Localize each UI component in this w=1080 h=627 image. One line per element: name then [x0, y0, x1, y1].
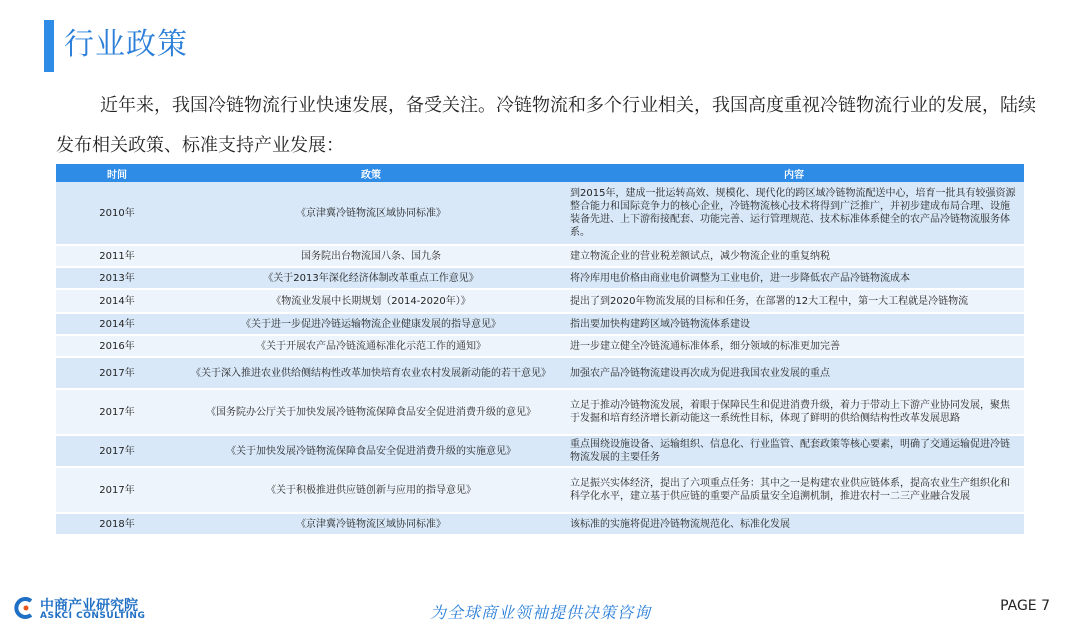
cell-time: 2017年: [56, 436, 178, 468]
cell-policy: 《京津冀冷链物流区域协同标准》: [178, 514, 564, 536]
cell-content: 加强农产品冷链物流建设再次成为促进我国农业发展的重点: [564, 358, 1024, 390]
cell-content: 提出了到2020年物流发展的目标和任务，在部署的12大工程中，第一大工程就是冷链物流: [564, 290, 1024, 314]
table-row: [56, 268, 1024, 290]
cell-policy: 《京津冀冷链物流区域协同标准》: [178, 182, 564, 246]
table-row: [56, 390, 1024, 436]
table-row: [56, 182, 1024, 246]
table-row: [56, 514, 1024, 536]
cell-content: 指出要加快构建跨区域冷链物流体系建设: [564, 314, 1024, 336]
cell-policy: 国务院出台物流国八条、国九条: [178, 246, 564, 268]
column-header-time: 时间: [56, 164, 178, 182]
cell-time: 2017年: [56, 390, 178, 436]
table-row: [56, 436, 1024, 468]
cell-policy: 《关于深入推进农业供给侧结构性改革加快培育农业农村发展新动能的若干意见》: [178, 358, 564, 390]
cell-time: 2016年: [56, 336, 178, 358]
table-row: [56, 336, 1024, 358]
cell-policy: 《国务院办公厅关于加快发展冷链物流保障食品安全促进消费升级的意见》: [178, 390, 564, 436]
cell-time: 2011年: [56, 246, 178, 268]
askci-logo-icon: [14, 597, 36, 619]
cell-policy: 《关于进一步促进冷链运输物流企业健康发展的指导意见》: [178, 314, 564, 336]
title-accent-bar: [44, 20, 54, 72]
cell-content: 立足振兴实体经济，提出了六项重点任务：其中之一是构建农业供应链体系，提高农业生产组织化和科学化水平，建立基于供应链的重要产品质量安全追溯机制，推进农村一二三产业融合发展: [564, 468, 1024, 514]
cell-time: 2010年: [56, 182, 178, 246]
cell-content: 重点围绕设施设备、运输组织、信息化、行业监管、配套政策等核心要素，明确了交通运输促进冷链物流发展的主要任务: [564, 436, 1024, 468]
table-row: [56, 246, 1024, 268]
cell-content: 进一步建立健全冷链流通标准体系，细分领域的标准更加完善: [564, 336, 1024, 358]
cell-time: 2014年: [56, 290, 178, 314]
column-header-content: 内容: [564, 164, 1024, 182]
cell-time: 2017年: [56, 468, 178, 514]
cell-policy: 《关于开展农产品冷链流通标准化示范工作的通知》: [178, 336, 564, 358]
cell-content: 将冷库用电价格由商业电价调整为工业电价，进一步降低农产品冷链物流成本: [564, 268, 1024, 290]
askci-logo: [14, 595, 174, 623]
cell-time: 2018年: [56, 514, 178, 536]
table-row: [56, 290, 1024, 314]
cell-content: 建立物流企业的营业税差额试点，减少物流企业的重复纳税: [564, 246, 1024, 268]
cell-content: 该标准的实施将促进冷链物流规范化、标准化发展: [564, 514, 1024, 536]
table-header-row: [56, 164, 1024, 182]
footer-slogan: 为全球商业领袖提供决策咨询: [430, 603, 652, 622]
cell-time: 2013年: [56, 268, 178, 290]
cell-time: 2014年: [56, 314, 178, 336]
table-row: [56, 314, 1024, 336]
cell-policy: 《物流业发展中长期规划（2014-2020年）》: [178, 290, 564, 314]
cell-policy: 《关于加快发展冷链物流保障食品安全促进消费升级的实施意见》: [178, 436, 564, 468]
intro-paragraph: 近年来，我国冷链物流行业快速发展，备受关注。冷链物流和多个行业相关，我国高度重视冷链物流行业的发展，陆续发布相关政策、标准支持产业发展：: [56, 95, 1036, 156]
cell-policy: 《关于2013年深化经济体制改革重点工作意见》: [178, 268, 564, 290]
logo-english-name: ASKCI CONSULTING: [40, 611, 146, 621]
column-header-policy: 政策: [178, 164, 564, 182]
cell-policy: 《关于积极推进供应链创新与应用的指导意见》: [178, 468, 564, 514]
page-title: 行业政策: [64, 27, 188, 62]
table-row: [56, 358, 1024, 390]
table-row: [56, 468, 1024, 514]
cell-time: 2017年: [56, 358, 178, 390]
policy-table: [56, 164, 1024, 536]
cell-content: 立足于推动冷链物流发展，着眼于保障民生和促进消费升级，着力于带动上下游产业协同发展，聚焦于发掘和培育经济增长新动能这一系统性目标，体现了鲜明的供给侧结构性改革发展思路: [564, 390, 1024, 436]
page-number: PAGE 7: [1000, 598, 1050, 614]
cell-content: 到2015年，建成一批运转高效、规模化、现代化的跨区域冷链物流配送中心，培育一批具有较强资源整合能力和国际竞争力的核心企业，冷链物流核心技术将得到广泛推广，并初步建成布局合理、设施装备先进、上下游衔接配套、功能完善、运行管理规范、技术标准体系健全的农产品冷链物流服务体系。: [564, 182, 1024, 246]
logo-chinese-name: 中商产业研究院: [40, 598, 138, 614]
